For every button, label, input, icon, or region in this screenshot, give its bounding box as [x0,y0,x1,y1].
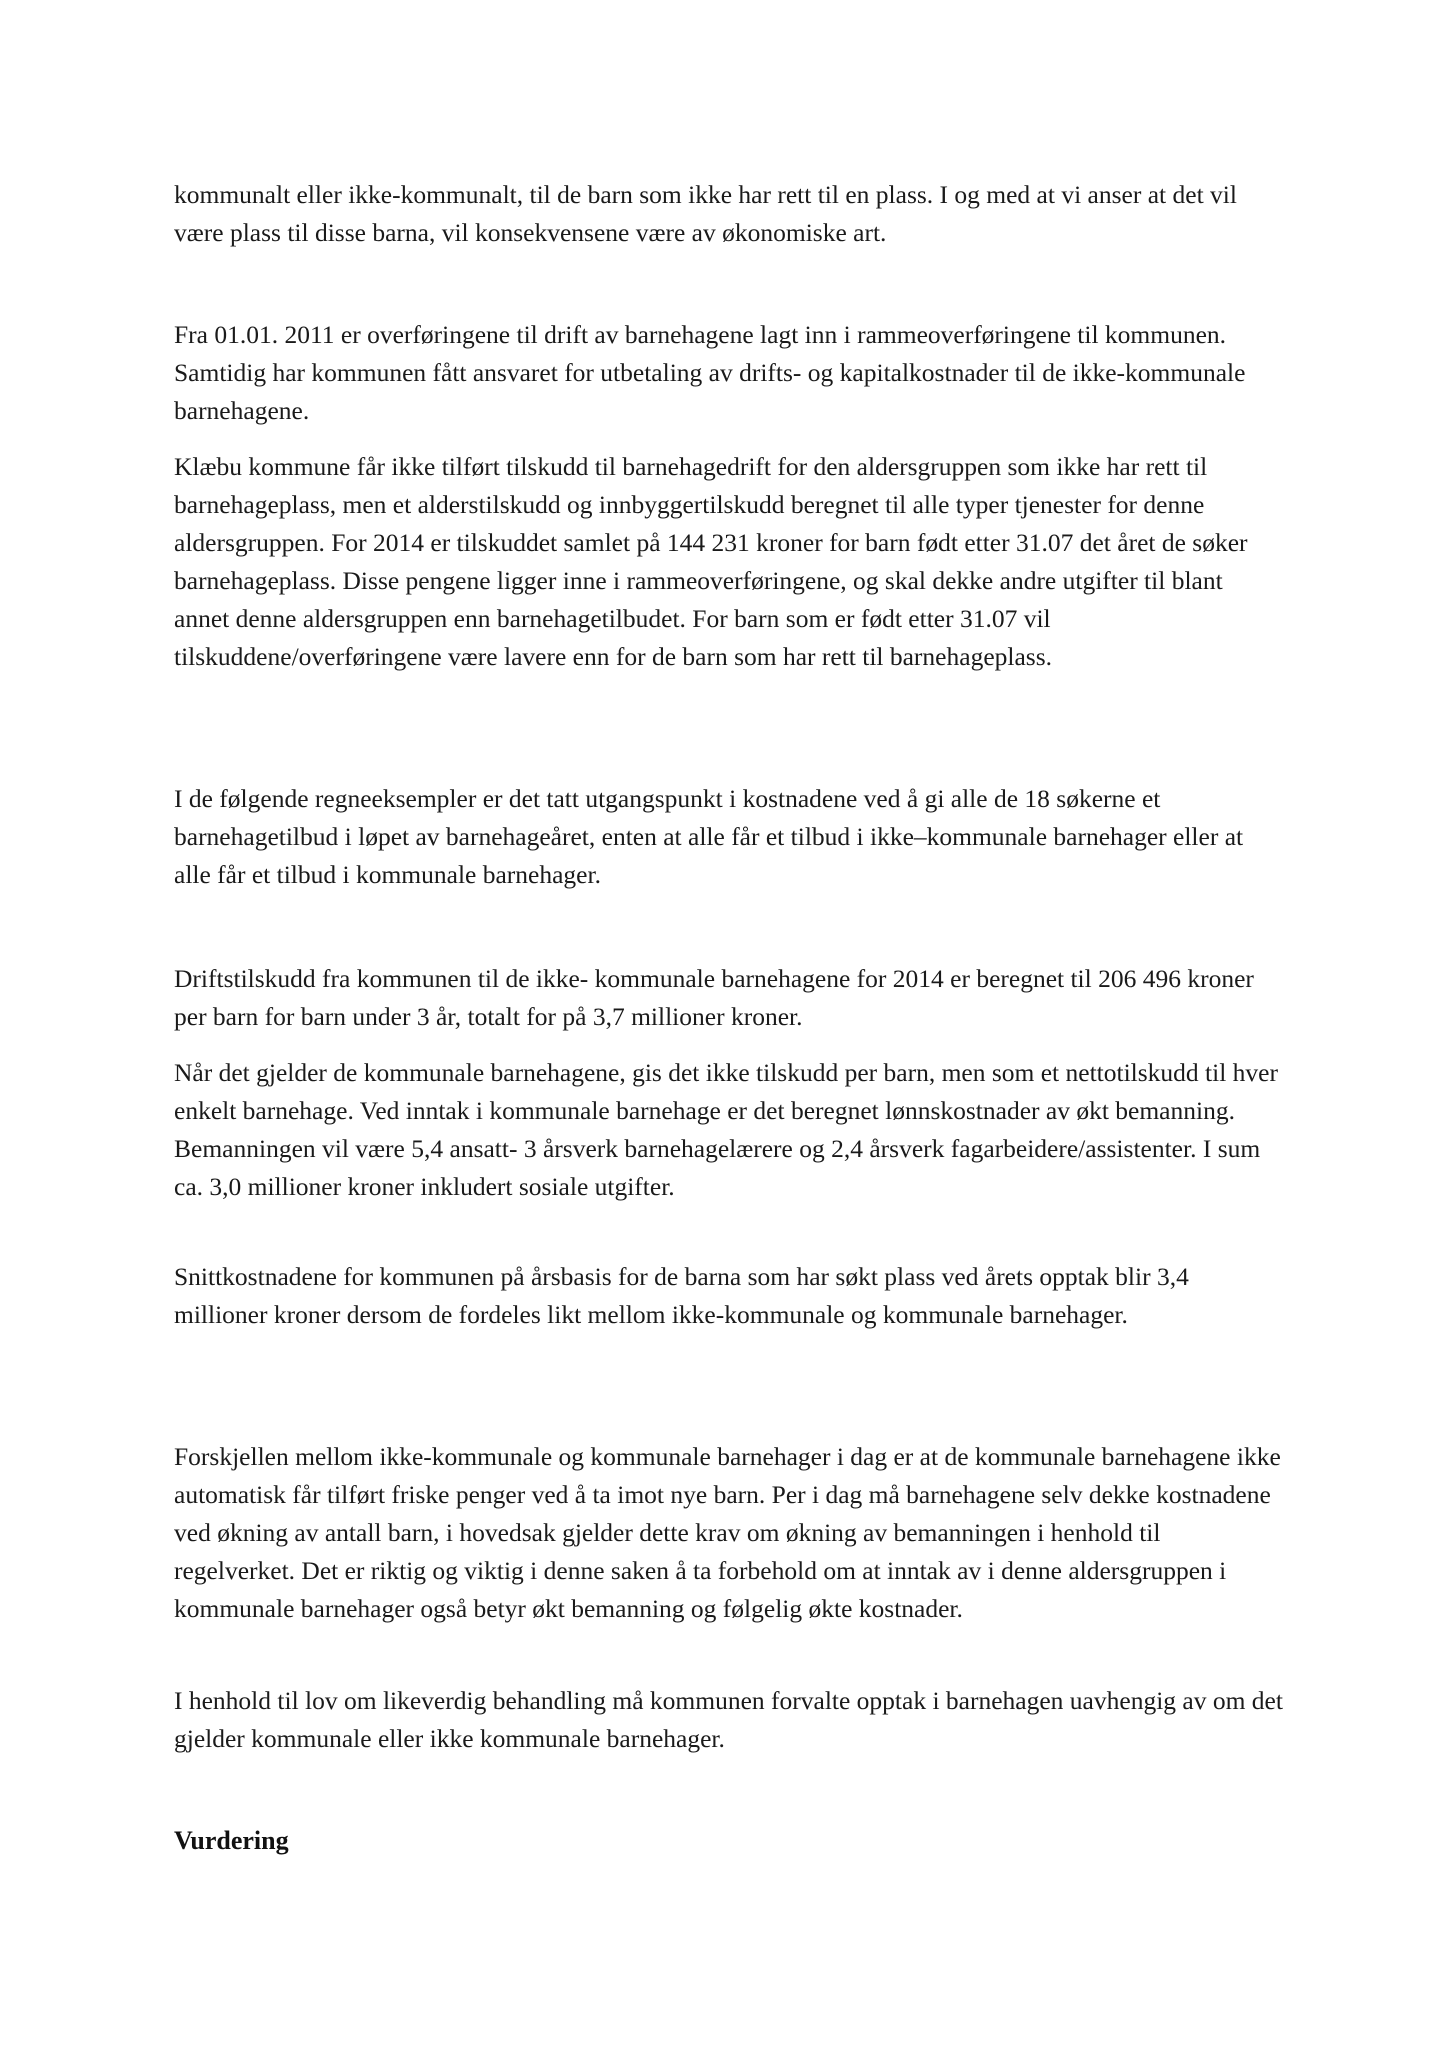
paragraph-calculation: I de følgende regneeksempler er det tatt utgangspunkt i kostnadene ved å gi alle de 18 søkerne et barnehagetilbud i løpet av barnehageåret, enten at alle får et tilbud i ikke–kommunale barnehager eller at alle får et tilbud i kommunale barnehager. [174,784,1244,889]
section-heading: Vurdering [174,1826,289,1855]
paragraph-transfers: Fra 01.01. 2011 er overføringene til drift av barnehagene lagt inn i rammeoverføringene til kommunen. Samtidig har kommunen fått ansvaret for utbetaling av drifts- og kapitalkostnader til de ikke-kommunale barnehagene. [174,320,1246,425]
paragraph-operating-grant: Driftstilskudd fra kommunen til de ikke- kommunale barnehagene for 2014 er beregnet til 206 496 kroner per barn for barn under 3 år, totalt for på 3,7 millioner kroner. [174,964,1254,1031]
paragraph-average-costs: Snittkostnadene for kommunen på årsbasis for de barna som har søkt plass ved årets opptak blir 3,4 millioner kroner dersom de fordeles likt mellom ikke-kommunale og kommunale barnehager. [174,1262,1189,1329]
paragraph-grants: Klæbu kommune får ikke tilført tilskudd til barnehagedrift for den aldersgruppen som ikke har rett til barnehageplass, men et alderstilskudd og innbyggertilskudd beregnet til alle typer tjenester for denne aldersgruppen. For 2014 er tilskuddet samlet på 144 231 kroner for barn født etter 31.07 det året de søker barnehageplass. Disse pengene ligger inne i rammeoverføringene, og skal dekke andre utgifter til blant annet denne aldersgruppen enn barnehagetilbudet. For barn som er født etter 31.07 vil tilskuddene/overføringene være lavere enn for de barn som har rett til barnehageplass. [174,452,1248,671]
paragraph-intro: kommunalt eller ikke-kommunalt, til de barn som ikke har rett til en plass. I og med at vi anser at det vil være plass til disse barna, vil konsekvensene være av økonomiske art. [174,180,1237,247]
paragraph-equal-treatment: I henhold til lov om likeverdig behandling må kommunen forvalte opptak i barnehagen uavhengig av om det gjelder kommunale eller ikke kommunale barnehager. [174,1686,1283,1753]
paragraph-difference: Forskjellen mellom ikke-kommunale og kommunale barnehager i dag er at de kommunale barnehagene ikke automatisk får tilført friske penger ved å ta imot nye barn. Per i dag må barnehagene selv dekke kostnadene ved økning av antall barn, i hovedsak gjelder dette krav om økning av bemanningen i henhold til regelverket. Det er riktig og viktig i denne saken å ta forbehold om at inntak av i denne aldersgruppen i kommunale barnehager også betyr økt bemanning og følgelig økte kostnader. [174,1442,1281,1623]
paragraph-municipal: Når det gjelder de kommunale barnehagene, gis det ikke tilskudd per barn, men som et nettotilskudd til hver enkelt barnehage. Ved inntak i kommunale barnehage er det beregnet lønnskostnader av økt bemanning. Bemanningen vil være 5,4 ansatt- 3 årsverk barnehagelærere og 2,4 årsverk fagarbeidere/assistenter. I sum ca. 3,0 millioner kroner inkludert sosiale utgifter. [174,1058,1278,1201]
